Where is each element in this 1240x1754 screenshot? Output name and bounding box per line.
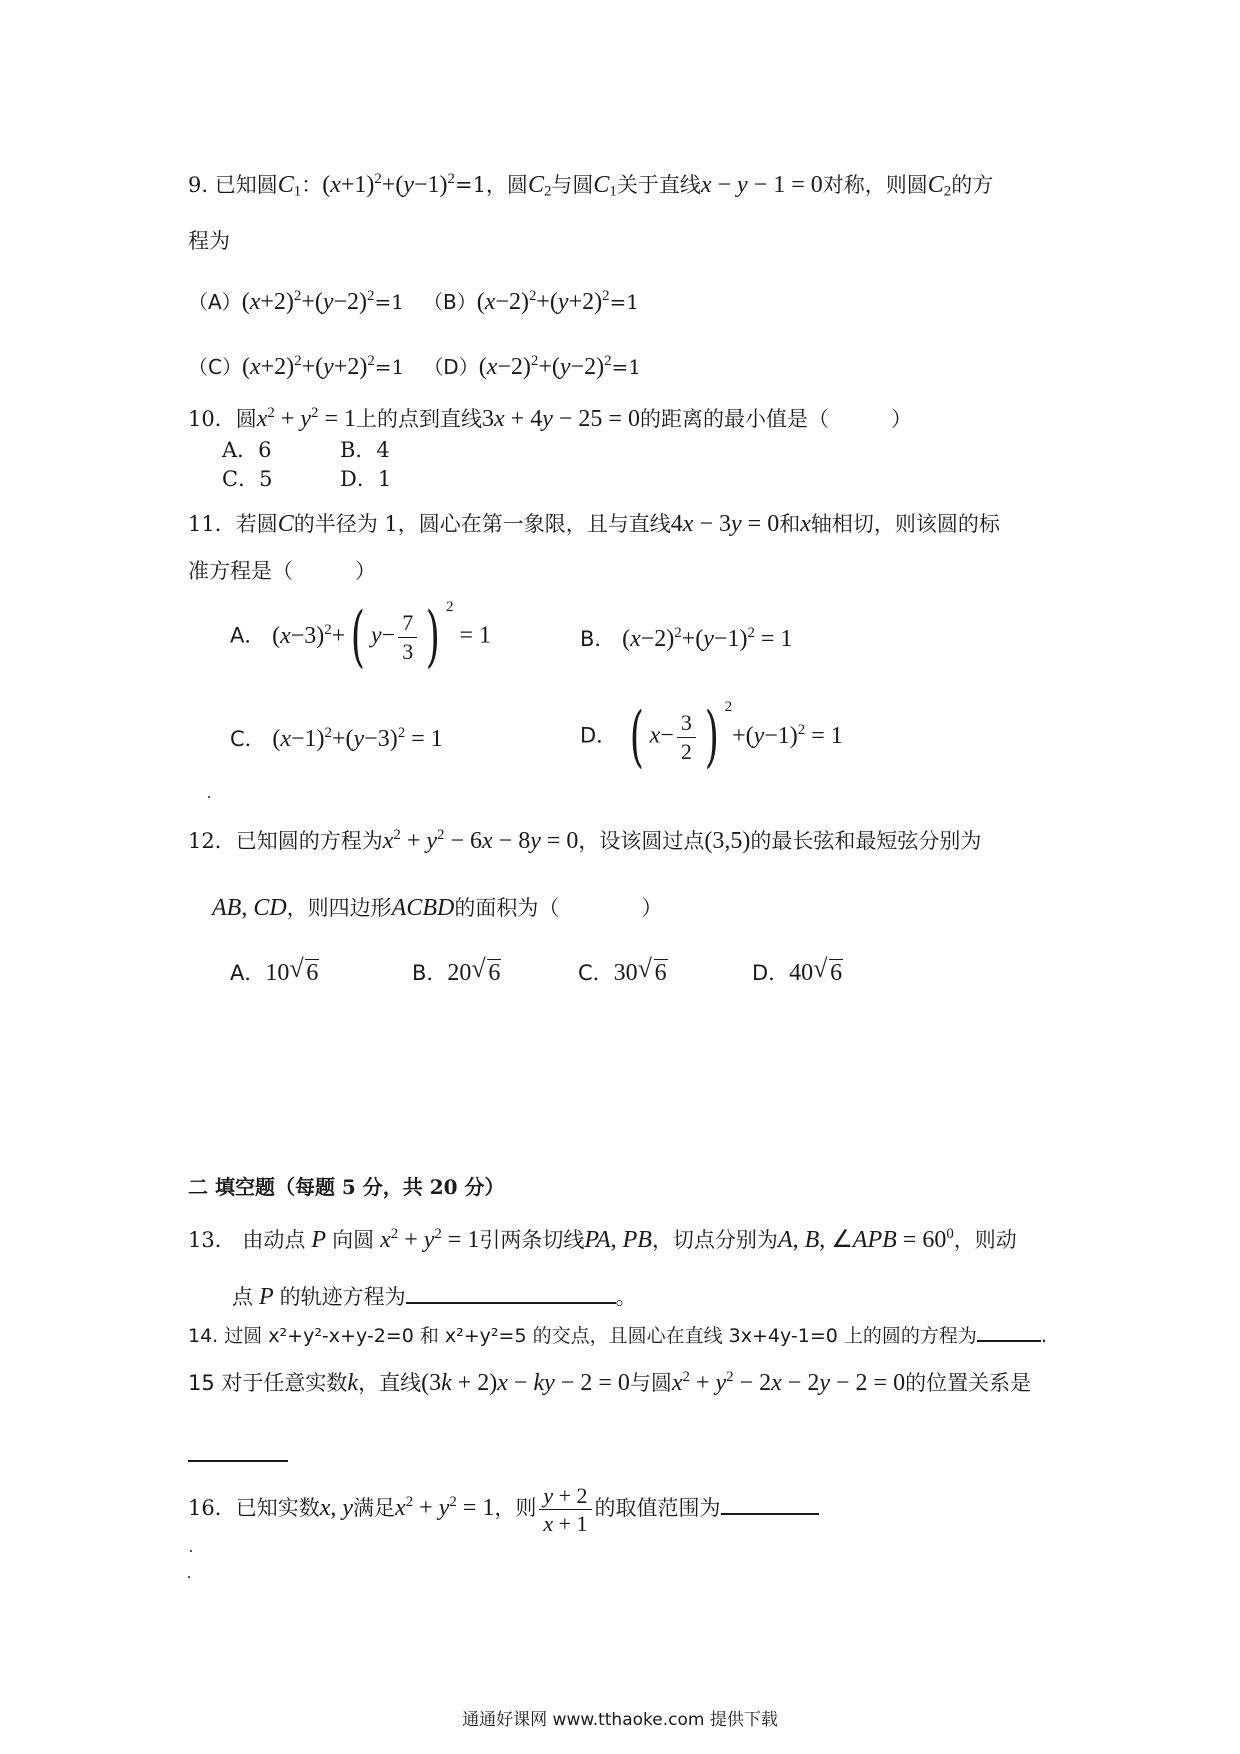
scan-speck <box>208 796 210 798</box>
q15-answer-blank[interactable] <box>188 1440 288 1462</box>
q15-stem: 15 对于任意实数k，直线(3k + 2)x − ky − 2 = 0与圆$x^2 + y^2 - 2x - 2y - 2 = 0$的位置关系是 <box>188 1369 1032 1396</box>
scan-speck <box>190 1550 192 1552</box>
scan-speck <box>188 1576 190 1578</box>
q9-options-cd: $(C)(x+2)^2+(y+2)^2=1$ $(D)(x-2)^2+(y-2)^2=1$ <box>188 353 641 380</box>
q12-option-a: A．10√ 6 <box>230 958 319 988</box>
q10-option-c: C．5 <box>222 467 273 491</box>
q16-stem: 16．已知实数x, y满足$x^2 + y^2 = 1$，则 $\frac{y + 2}{x + 1}$ 的取值范围为 <box>188 1484 819 1535</box>
q10-option-a: A．6 <box>222 438 272 462</box>
q12-stem-line1: 12．已知圆的方程为$x^2 + y^2 - 6x - 8y = 0$，设该圆过点(3,5)的最长弦和最短弦分别为 <box>188 827 982 854</box>
q10-stem: 10．圆$x^2 + y^2 = 1$上的点到直线3x + 4y − 25 = 0的距离的最小值是（ ） <box>188 405 912 432</box>
q16-answer-blank[interactable] <box>721 1493 819 1515</box>
q11-stem-line2: 准方程是（ ） <box>188 559 376 583</box>
page-footer: 通通好课网 www.tthaoke.com 提供下载 <box>462 1710 778 1730</box>
q14-stem: 14. 过圆 x²+y²-x+y-2=0 和 x²+y²=5 的交点，且圆心在直线 3x+4y-1=0 上的圆的方程为 . <box>188 1320 1047 1349</box>
q11-option-b: B． $(x-2)^2+(y-1)^2 = 1$ <box>580 625 793 652</box>
q10-option-d: D．1 <box>340 467 392 491</box>
q12-option-b: B．20√ 6 <box>412 958 501 988</box>
q13-answer-blank[interactable] <box>406 1282 616 1304</box>
q14-answer-blank[interactable] <box>977 1320 1041 1342</box>
q12-option-c: C．30√ 6 <box>578 958 668 988</box>
q12-option-d: D．40√ 6 <box>752 958 843 988</box>
q11-option-c: C． $(x-1)^2+(y-3)^2 = 1$ <box>230 725 443 752</box>
q9-line2: 程为 <box>188 229 230 253</box>
q11-option-d: D． ( x− $\frac{3}{2}$ ) $^2+(y-1)^2 = 1$ <box>580 698 843 775</box>
q13-stem-line2: 点 P 的轨迹方程为 。 <box>232 1284 637 1310</box>
q11-stem-line1: 11．若圆C的半径为 1，圆心在第一象限，且与直线4x − 3y = 0和x轴相切，则该圆的标 <box>188 511 1000 537</box>
q9-line1: 9. 已知圆$C_1$：$(x+1)^2+(y-1)^2=1$，圆$C_2$与圆$C_1$关于直线x − y − 1 = 0对称，则圆$C_2$的方 <box>188 171 994 200</box>
q9-options-ab: $(A)(x+2)^2+(y-2)^2=1$ $(B)(x-2)^2+(y+2)^2=1$ <box>188 288 640 315</box>
q11-option-a: A． $(x-3)^2+$( y− $\frac{7}{3}$ ) $^2$ = 1 <box>230 598 491 675</box>
section-heading-fill-in: 二 填空题（每题 5 分，共 20 分） <box>188 1175 505 1199</box>
q12-stem-line2: AB, CD，则四边形ACBD的面积为（ ） <box>212 895 663 921</box>
q13-stem-line1: 13． 由动点 P 向圆 $x^2 + y^2 = 1$引两条切线PA, PB，切点分别为A, B, ∠APB = $60^0$，则动 <box>188 1226 1017 1253</box>
q10-option-b: B．4 <box>340 438 390 462</box>
